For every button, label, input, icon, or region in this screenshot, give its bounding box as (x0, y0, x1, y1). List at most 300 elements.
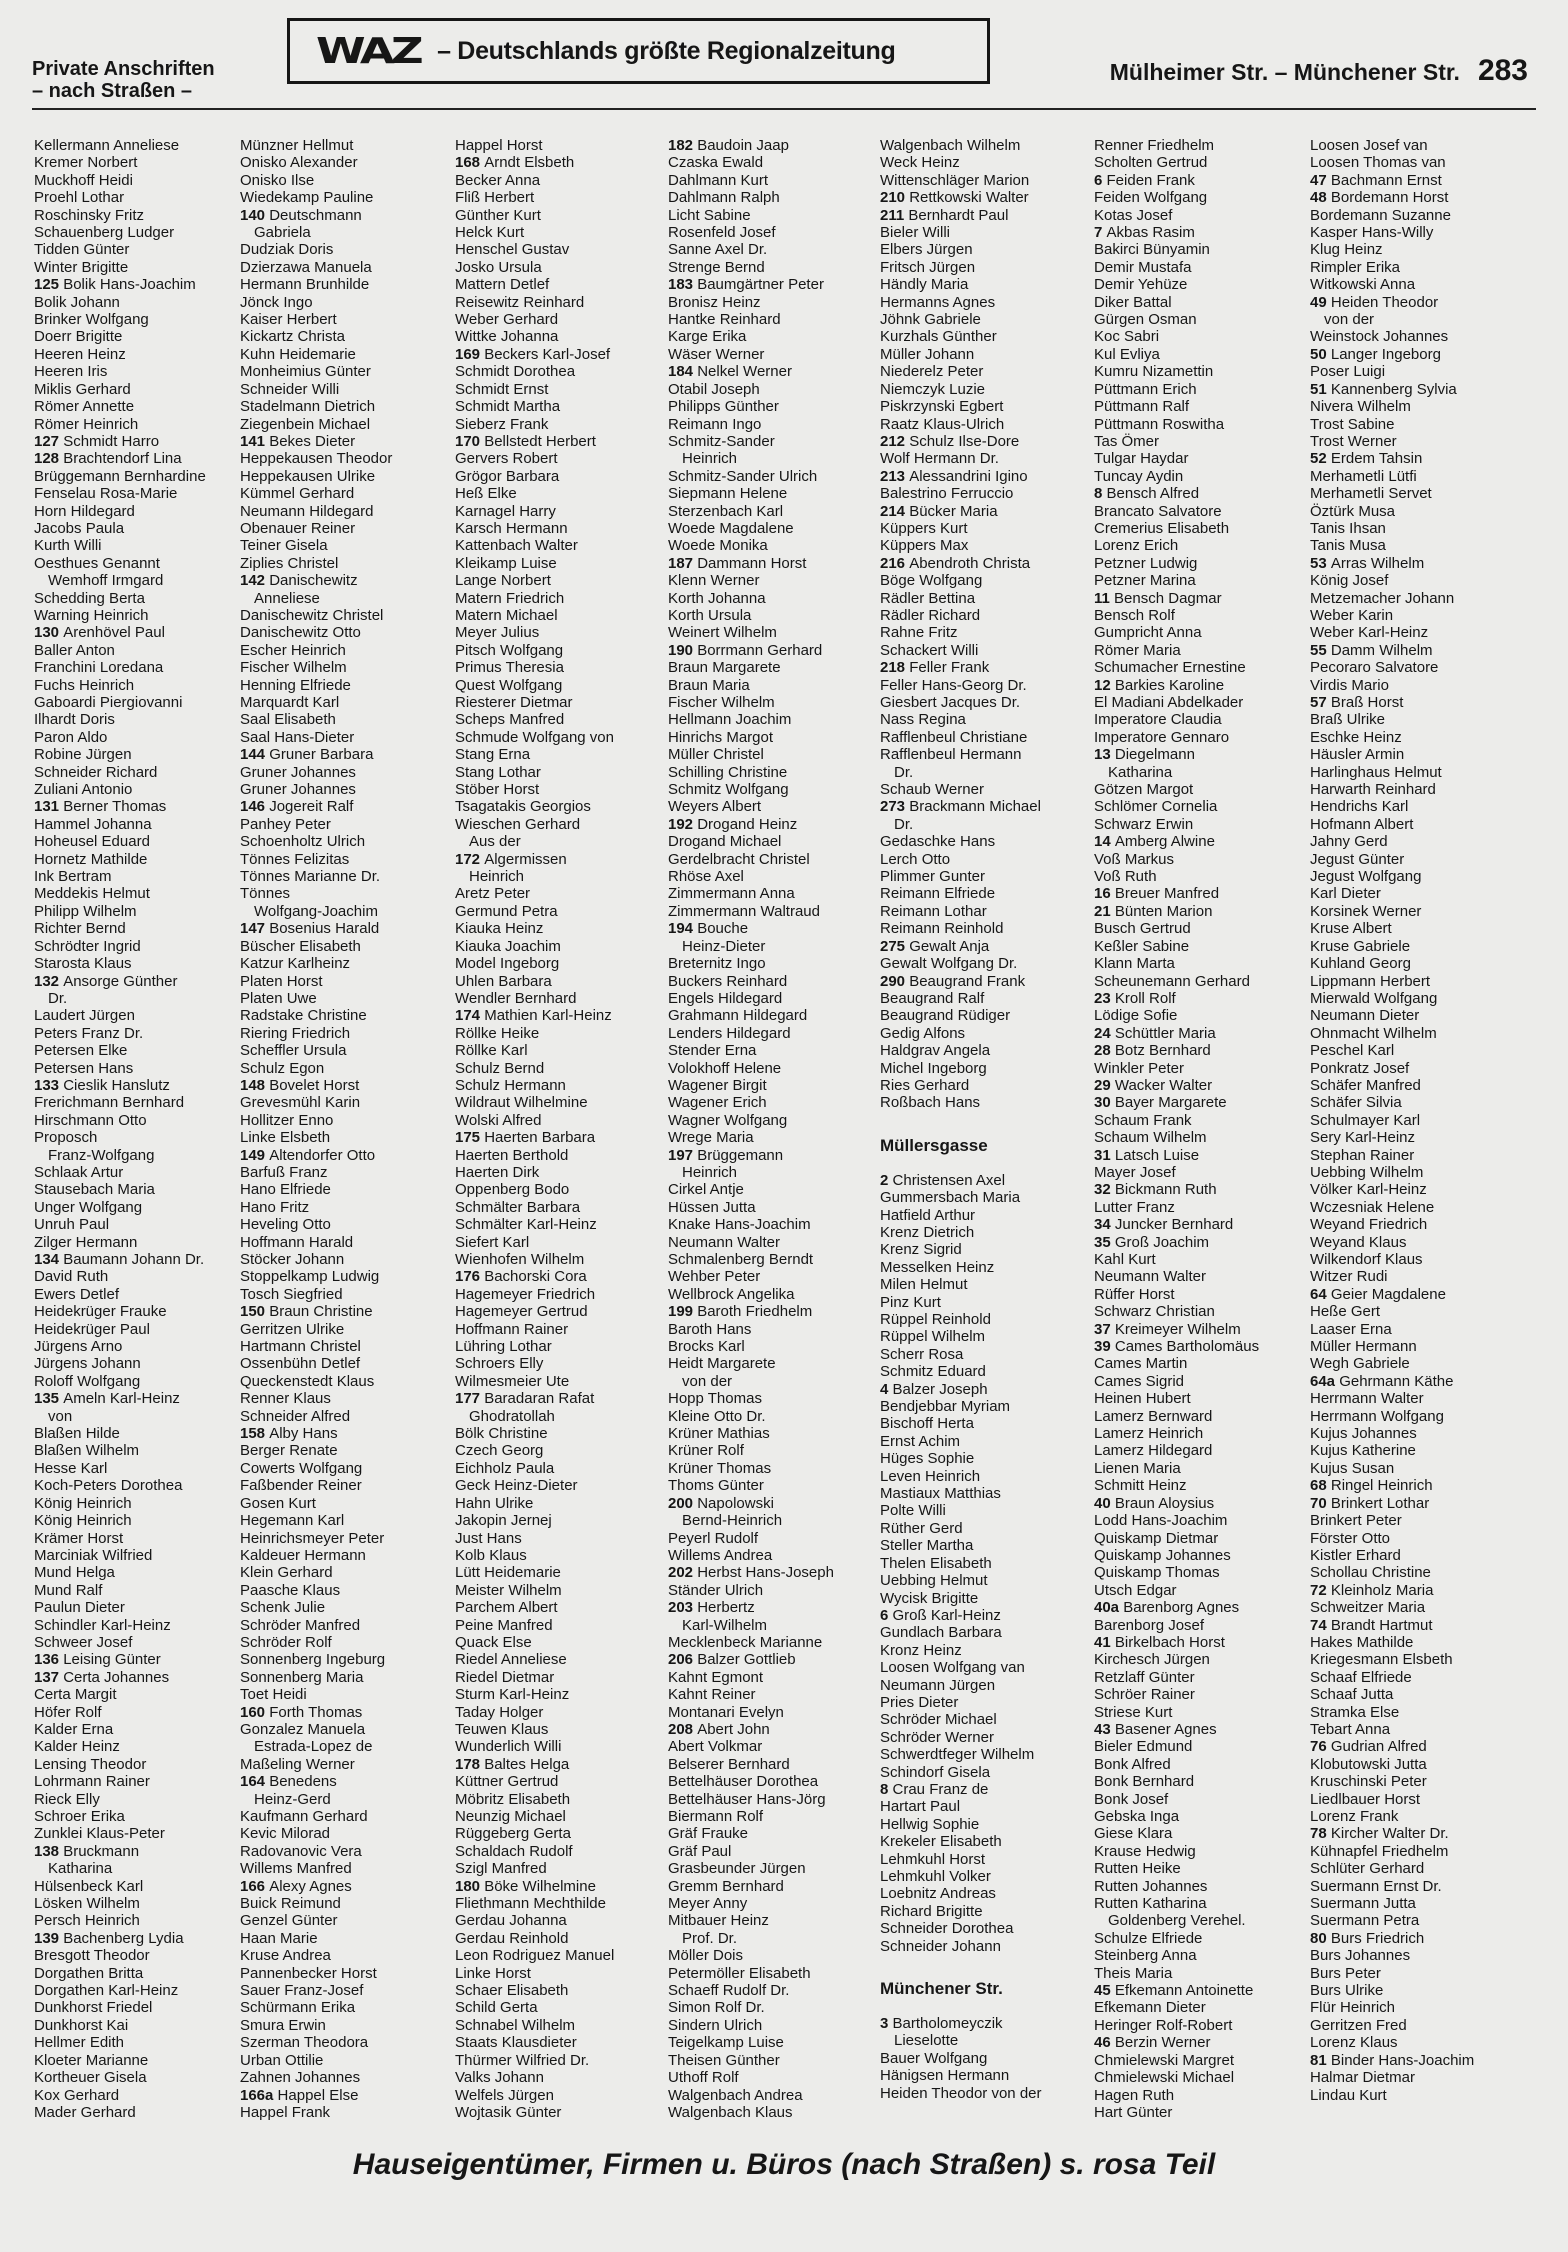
resident-name: Herrmann Walter (1310, 1390, 1424, 1408)
section-label (32, 58, 242, 102)
resident-entry (34, 781, 230, 798)
resident-name: Kreimeyer Wilhelm (1114, 1320, 1241, 1338)
house-number: 290 (880, 972, 910, 990)
resident-entry (1094, 885, 1308, 902)
house-number: 213 (880, 467, 910, 485)
resident-entry (34, 1251, 230, 1268)
resident-name: Roloff Wolfgang (34, 1372, 141, 1390)
resident-name: Bensch Rolf (1094, 606, 1175, 624)
resident-name: Starosta Klaus (34, 955, 132, 973)
waz-logo: WAZ (316, 30, 420, 72)
resident-entry (34, 1808, 230, 1825)
house-number: 218 (880, 659, 910, 677)
resident-name: Bachorski Cora (484, 1268, 587, 1286)
resident-name: Gerdelbracht Christel (668, 850, 810, 868)
resident-name: Hellmer Edith (34, 2034, 125, 2052)
resident-entry (1310, 1216, 1536, 1233)
resident-entry (34, 137, 230, 154)
house-number: 130 (34, 624, 64, 642)
resident-name: Schaum Wilhelm (1094, 1129, 1207, 1147)
resident-entry (1310, 1129, 1536, 1146)
house-number: 194 (668, 920, 698, 938)
resident-name: Rafflenbeul Christiane (880, 728, 1028, 746)
resident-name: Kahnt Reiner (668, 1686, 756, 1704)
resident-entry (1310, 1773, 1536, 1790)
resident-name: Scherr Rosa (880, 1345, 964, 1363)
house-number: 57 (1310, 694, 1331, 711)
resident-name: Schüttler Maria (1114, 1024, 1216, 1042)
resident-entry (1094, 1268, 1308, 1285)
resident-name: Ink Bertram (34, 868, 112, 886)
resident-entry (1310, 2034, 1536, 2051)
resident-entry (880, 642, 1092, 659)
resident-name: Akbas Rasim (1106, 224, 1195, 242)
resident-name: Feller Hans-Georg Dr. (880, 676, 1027, 694)
resident-name: Wittenschläger Marion (880, 171, 1030, 189)
house-number: 29 (1094, 1076, 1115, 1094)
resident-entry (880, 416, 1092, 433)
resident-name: Balzer Joseph (892, 1380, 988, 1398)
house-number: 39 (1094, 1338, 1115, 1356)
resident-name: Ilhardt Doris (34, 711, 115, 729)
resident-entry (880, 1816, 1092, 1833)
resident-entry (1094, 1251, 1308, 1268)
resident-name: Bonk Alfred (1094, 1755, 1171, 1773)
resident-entry (668, 1042, 878, 1059)
resident-entry (240, 1808, 452, 1825)
resident-entry (34, 729, 230, 746)
resident-entry (880, 1642, 1092, 1659)
resident-entry (668, 1495, 878, 1512)
resident-name: Höfer Rolf (34, 1703, 102, 1721)
resident-name: Kaiser Herbert (240, 311, 337, 329)
resident-entry (668, 1373, 878, 1390)
resident-entry (34, 1669, 230, 1686)
resident-entry (455, 1251, 667, 1268)
house-number: 146 (240, 798, 270, 816)
resident-name: Arndt Elsbeth (484, 154, 575, 172)
resident-name: Jürgens Johann (34, 1355, 141, 1373)
resident-name: Abert Volkmar (668, 1738, 763, 1756)
resident-entry (34, 677, 230, 694)
resident-name: Hinrichs Margot (668, 728, 774, 746)
resident-entry (1310, 1425, 1536, 1442)
resident-entry (455, 955, 667, 972)
resident-entry (880, 1502, 1092, 1519)
resident-name: Urban Ottilie (240, 2051, 324, 2069)
resident-entry (1310, 1251, 1536, 1268)
house-number: 70 (1310, 1494, 1331, 1512)
resident-name: Heinz-Gerd (254, 1790, 331, 1808)
resident-entry (34, 1912, 230, 1929)
resident-entry (34, 1425, 230, 1442)
resident-name: Dunkhorst Kai (34, 2016, 129, 2034)
house-number: 214 (880, 502, 910, 520)
resident-entry (240, 868, 452, 885)
resident-entry (668, 1077, 878, 1094)
resident-name: Cames Martin (1094, 1355, 1188, 1373)
resident-entry (1094, 503, 1308, 520)
resident-entry (1310, 1547, 1536, 1564)
resident-name: Rahne Fritz (880, 624, 958, 642)
resident-name: Wegh Gabriele (1310, 1355, 1410, 1373)
resident-entry (1310, 1686, 1536, 1703)
resident-entry (455, 468, 667, 485)
resident-entry (455, 346, 667, 363)
resident-entry (240, 1999, 452, 2016)
resident-entry (240, 1460, 452, 1477)
resident-name: Kirchesch Jürgen (1094, 1651, 1210, 1669)
resident-entry (455, 416, 667, 433)
resident-entry (880, 955, 1092, 972)
masthead-box (287, 18, 990, 84)
resident-name: Brinkert Lothar (1330, 1494, 1430, 1512)
resident-entry (668, 363, 878, 380)
resident-entry (1310, 990, 1536, 1007)
resident-name: Schröer Rainer (1094, 1686, 1195, 1704)
resident-entry (880, 1094, 1092, 1111)
resident-name: Ohnmacht Wilhelm (1310, 1024, 1437, 1042)
resident-name: Paron Aldo (34, 728, 108, 746)
resident-entry (1310, 468, 1536, 485)
resident-name: Brüggemann Bernhardine (34, 467, 206, 485)
resident-name: Lieselotte (894, 2032, 959, 2050)
resident-entry (668, 1686, 878, 1703)
resident-name: Schwarz Erwin (1094, 815, 1194, 833)
resident-name: Leven Heinrich (880, 1467, 981, 1485)
resident-entry (1310, 1599, 1536, 1616)
resident-entry (880, 920, 1092, 937)
resident-name: Richard Brigitte (880, 1902, 983, 1920)
resident-entry (240, 294, 452, 311)
resident-entry (1310, 624, 1536, 641)
resident-entry (1310, 1634, 1536, 1651)
resident-entry (240, 1651, 452, 1668)
house-number: 206 (668, 1651, 698, 1669)
resident-name: Beaugrand Ralf (880, 989, 985, 1007)
resident-entry (1310, 1947, 1536, 1964)
resident-entry (34, 1060, 230, 1077)
resident-name: Diegelmann (1114, 746, 1195, 764)
resident-entry (1310, 677, 1536, 694)
resident-entry (1310, 1878, 1536, 1895)
footer-note: Hauseigentümer, Firmen u. Büros (nach Straßen) s. rosa Teil (352, 2148, 1216, 2181)
resident-entry (668, 624, 878, 641)
resident-entry (880, 2015, 1092, 2032)
resident-entry (34, 1286, 230, 1303)
resident-name: Sery Karl-Heinz (1310, 1129, 1416, 1147)
house-number: 192 (668, 815, 698, 833)
resident-entry (240, 885, 452, 902)
resident-name: Rüppel Reinhold (880, 1311, 991, 1328)
resident-entry (240, 433, 452, 450)
resident-name: Geck Heinz-Dieter (455, 1477, 578, 1495)
resident-entry (880, 1450, 1092, 1467)
resident-entry (1094, 1129, 1308, 1146)
resident-entry (1310, 833, 1536, 850)
resident-entry (34, 1181, 230, 1198)
resident-name: Tönnes (240, 885, 291, 903)
resident-name: Simon Rolf Dr. (668, 1999, 765, 2017)
resident-name: Willems Andrea (668, 1546, 773, 1564)
resident-name: Schaldach Rudolf (455, 1842, 573, 1860)
resident-entry (1310, 973, 1536, 990)
resident-name: Jahny Gerd (1310, 833, 1388, 851)
resident-name: Hoffmann Rainer (455, 1320, 569, 1338)
resident-name: Hano Elfriede (240, 1181, 331, 1199)
resident-entry (880, 1572, 1092, 1589)
resident-name: Braun Maria (668, 676, 750, 694)
resident-entry (1310, 955, 1536, 972)
resident-entry (1094, 711, 1308, 728)
resident-entry (455, 1721, 667, 1738)
resident-name: Lamerz Bernward (1094, 1407, 1213, 1425)
resident-entry (1310, 1530, 1536, 1547)
resident-entry (1094, 398, 1308, 415)
resident-name: Renner Friedhelm (1094, 137, 1215, 154)
resident-entry (34, 1442, 230, 1459)
resident-entry (240, 746, 452, 763)
resident-entry (1310, 572, 1536, 589)
resident-name: Gruner Johannes (240, 763, 356, 781)
resident-entry (1310, 259, 1536, 276)
resident-entry (455, 1234, 667, 1251)
resident-name: Cieslik Hanslutz (63, 1076, 170, 1094)
resident-name: Baller Anton (34, 641, 115, 659)
resident-name: Schaum Frank (1094, 1111, 1192, 1129)
resident-entry (455, 1338, 667, 1355)
resident-entry (455, 607, 667, 624)
resident-entry (240, 1930, 452, 1947)
resident-entry (240, 189, 452, 206)
resident-entry (240, 416, 452, 433)
resident-name: Kotas Josef (1094, 206, 1173, 224)
resident-name: Heinrich (469, 868, 525, 886)
resident-entry (455, 1965, 667, 1982)
resident-name: Hüssen Jutta (668, 1198, 756, 1216)
resident-entry (240, 1669, 452, 1686)
resident-entry (1310, 1982, 1536, 1999)
resident-name: Böke Wilhelmine (484, 1877, 596, 1895)
resident-name: Wycisk Brigitte (880, 1589, 979, 1607)
resident-entry (880, 729, 1092, 746)
resident-entry (34, 1373, 230, 1390)
resident-entry (1310, 920, 1536, 937)
resident-entry (34, 189, 230, 206)
resident-entry (455, 659, 667, 676)
resident-entry (668, 659, 878, 676)
resident-entry (455, 311, 667, 328)
resident-entry (668, 259, 878, 276)
resident-entry (1094, 537, 1308, 554)
resident-entry (240, 764, 452, 781)
resident-entry (34, 2052, 230, 2069)
resident-name: Kistler Erhard (1310, 1546, 1401, 1564)
house-number: 72 (1310, 1581, 1331, 1599)
resident-name: Bovelet Horst (269, 1076, 360, 1094)
section-label-line2: – nach Straßen – (32, 80, 193, 102)
resident-entry (668, 207, 878, 224)
resident-entry (240, 1686, 452, 1703)
house-number: 149 (240, 1146, 270, 1164)
resident-entry (455, 1582, 667, 1599)
house-number: 138 (34, 1842, 64, 1860)
resident-name: Klein Gerhard (240, 1564, 333, 1582)
resident-name: Neunzig Michael (455, 1808, 566, 1825)
resident-name: Bernd-Heinrich (682, 1512, 783, 1530)
resident-name: Danischewitz Otto (240, 624, 361, 642)
resident-name: Wäser Werner (668, 345, 765, 363)
resident-name: Ansorge Günther (63, 972, 178, 990)
resident-entry (1094, 433, 1308, 450)
resident-name: Sieberz Frank (455, 415, 549, 433)
resident-name: Brüggemann (697, 1146, 784, 1164)
resident-name: Schaeff Rudolf Dr. (668, 1982, 790, 2000)
resident-name: Dorgathen Britta (34, 1964, 144, 1982)
resident-entry (455, 1477, 667, 1494)
resident-entry (880, 590, 1092, 607)
resident-name: Schmitz-Sander Ulrich (668, 467, 818, 485)
resident-name: Scheffler Ursula (240, 1042, 347, 1060)
resident-entry (34, 1025, 230, 1042)
resident-name: Danischewitz (269, 572, 358, 590)
resident-entry (240, 207, 452, 224)
resident-name: Bölk Christine (455, 1425, 548, 1443)
resident-name: Wrege Maria (668, 1129, 754, 1147)
resident-name: Ossenbühn Detlef (240, 1355, 361, 1373)
resident-entry (880, 1677, 1092, 1694)
resident-name: Demir Yehüze (1094, 276, 1188, 294)
resident-entry (880, 433, 1092, 450)
house-number: 32 (1094, 1181, 1115, 1199)
resident-name: Anneliese (254, 589, 320, 607)
resident-entry (455, 885, 667, 902)
resident-name: Proehl Lothar (34, 189, 125, 207)
resident-name: Weber Karin (1310, 606, 1394, 624)
resident-name: von der (682, 1372, 733, 1390)
resident-name: Kalder Heinz (34, 1738, 120, 1756)
resident-entry (240, 1390, 452, 1407)
resident-entry (34, 311, 230, 328)
resident-name: Lange Norbert (455, 572, 551, 590)
resident-entry (880, 1729, 1092, 1746)
resident-entry (34, 1721, 230, 1738)
resident-entry (455, 1112, 667, 1129)
resident-entry (668, 2034, 878, 2051)
resident-name: Heringer Rolf-Robert (1094, 2016, 1233, 2034)
resident-entry (668, 607, 878, 624)
resident-name: Hofmann Albert (1310, 815, 1414, 833)
resident-entry (455, 2069, 667, 2086)
resident-name: Schmitz Wolfgang (668, 781, 789, 799)
resident-entry (455, 294, 667, 311)
resident-name: Kannenberg Sylvia (1330, 380, 1457, 398)
resident-name: Woede Monika (668, 537, 768, 555)
resident-name: Wagner Wolfgang (668, 1111, 788, 1129)
resident-name: Ziegenbein Michael (240, 415, 371, 433)
resident-name: Neumann Walter (1094, 1268, 1206, 1286)
resident-name: Cowerts Wolfgang (240, 1459, 363, 1477)
resident-entry (240, 938, 452, 955)
resident-name: Herrmann Wolfgang (1310, 1407, 1444, 1425)
resident-entry (880, 363, 1092, 380)
resident-name: Sonnenberg Ingeburg (240, 1651, 386, 1669)
resident-name: Röllke Karl (455, 1042, 528, 1060)
resident-name: Philipp Wilhelm (34, 902, 137, 920)
resident-entry (34, 1199, 230, 1216)
resident-entry (455, 137, 667, 154)
resident-name: Krüner Thomas (668, 1459, 772, 1477)
resident-entry (34, 207, 230, 224)
resident-entry (455, 729, 667, 746)
resident-entry (1310, 485, 1536, 502)
resident-name: Bruckmann (63, 1842, 140, 1860)
resident-name: Barkies Karoline (1114, 676, 1225, 694)
resident-name: Neumann Jürgen (880, 1676, 996, 1694)
resident-name: Gewalt Wolfgang Dr. (880, 955, 1018, 973)
resident-name: Wilkendorf Klaus (1310, 1251, 1423, 1268)
resident-name: Breternitz Ingo (668, 955, 766, 973)
resident-entry (240, 833, 452, 850)
resident-name: Nivera Wilhelm (1310, 398, 1411, 416)
resident-name: Otabil Joseph (668, 380, 760, 398)
resident-entry (455, 381, 667, 398)
resident-entry (240, 694, 452, 711)
resident-name: Cirkel Antje (668, 1181, 744, 1199)
resident-name: Schmitz-Sander (668, 432, 775, 450)
resident-name: Milen Helmut (880, 1276, 968, 1294)
resident-entry (1094, 381, 1308, 398)
resident-name: Baroth Hans (668, 1320, 752, 1338)
resident-name: Messelken Heinz (880, 1258, 995, 1276)
resident-name: Cames Sigrid (1094, 1372, 1185, 1390)
resident-entry (34, 1129, 230, 1146)
resident-name: Schmude Wolfgang von (455, 728, 614, 746)
resident-entry (34, 938, 230, 955)
resident-name: Becker Anna (455, 171, 541, 189)
resident-entry (880, 781, 1092, 798)
resident-name: Muckhoff Heidi (34, 171, 133, 189)
house-number: 136 (34, 1651, 64, 1669)
resident-name: Gebska Inga (1094, 1808, 1180, 1825)
resident-entry (1310, 537, 1536, 554)
resident-name: Witkowski Anna (1310, 276, 1416, 294)
resident-name: Alessandrini Igino (909, 467, 1028, 485)
resident-name: Hopp Thomas (668, 1390, 762, 1408)
resident-entry (1094, 1878, 1308, 1895)
resident-name: Zimmermann Anna (668, 885, 795, 903)
resident-entry (34, 955, 230, 972)
resident-name: Efkemann Antoinette (1114, 1982, 1254, 2000)
resident-name: Zuliani Antonio (34, 781, 133, 799)
resident-name: Petermöller Elisabeth (668, 1964, 811, 1982)
resident-name: Reimann Ingo (668, 415, 762, 433)
resident-name: Montanari Evelyn (668, 1703, 784, 1721)
resident-name: Nass Regina (880, 711, 966, 729)
resident-name: Schedding Berta (34, 589, 145, 607)
resident-name: Balzer Gottlieb (697, 1651, 796, 1669)
resident-entry (668, 1112, 878, 1129)
resident-entry (1310, 1512, 1536, 1529)
resident-name: Mader Gerhard (34, 2103, 136, 2121)
house-number: 183 (668, 276, 698, 294)
resident-name: Loosen Wolfgang van (880, 1659, 1025, 1677)
resident-entry (1310, 764, 1536, 781)
resident-entry (240, 2087, 452, 2104)
resident-name: Belserer Bernhard (668, 1755, 790, 1773)
resident-entry (880, 241, 1092, 258)
resident-entry (668, 1442, 878, 1459)
